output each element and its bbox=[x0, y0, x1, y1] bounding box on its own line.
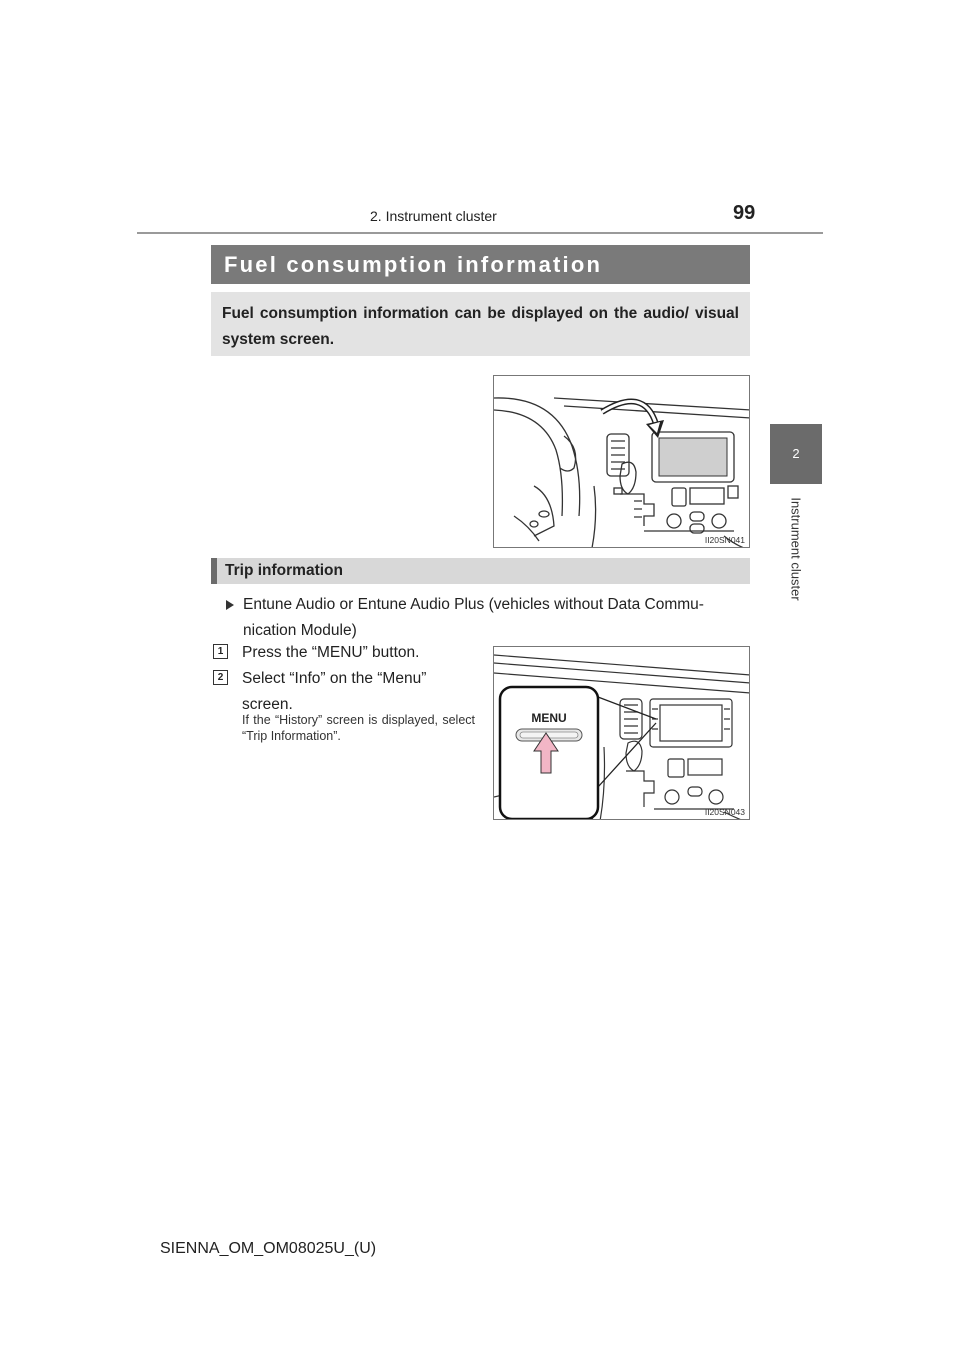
dashboard-drawing bbox=[494, 376, 750, 548]
header-divider bbox=[137, 232, 823, 234]
dashboard-screen-illustration bbox=[493, 375, 750, 548]
section-title: Fuel consumption information bbox=[211, 245, 750, 284]
menu-drawing bbox=[494, 647, 750, 820]
bullet-text: Entune Audio or Entune Audio Plus (vehicles without Data Commu- nication Module) bbox=[243, 596, 704, 639]
step-note: If the “History” screen is displayed, select “Trip Information”. bbox=[242, 713, 475, 743]
applicability-bullet bbox=[226, 592, 750, 644]
step-number-2: 2 bbox=[213, 670, 228, 685]
step-text-1: Press the “MENU” button. bbox=[242, 644, 420, 661]
section-intro: Fuel consumption information can be displayed on the audio/ visual system screen. bbox=[211, 292, 750, 356]
running-header-section: 2. Instrument cluster bbox=[370, 208, 497, 224]
menu-button-illustration bbox=[493, 646, 750, 820]
illustration-code-2: II20SN043 bbox=[704, 807, 745, 817]
chapter-side-label bbox=[770, 488, 822, 610]
document-id: SIENNA_OM_OM08025U_(U) bbox=[160, 1240, 377, 1257]
step-text-2: Select “Info” on the “Menu” screen. bbox=[242, 670, 427, 713]
chapter-tab: 2 bbox=[770, 424, 822, 484]
step-number-1: 1 bbox=[213, 644, 228, 659]
subsection-title: Trip information bbox=[211, 558, 750, 584]
illustration-code-1: II20SN041 bbox=[704, 535, 745, 545]
bullet-arrow-icon bbox=[226, 600, 234, 610]
page-number: 99 bbox=[733, 202, 756, 224]
chapter-side-label-text: Instrument cluster bbox=[788, 497, 804, 601]
menu-button-label: MENU bbox=[531, 711, 567, 725]
